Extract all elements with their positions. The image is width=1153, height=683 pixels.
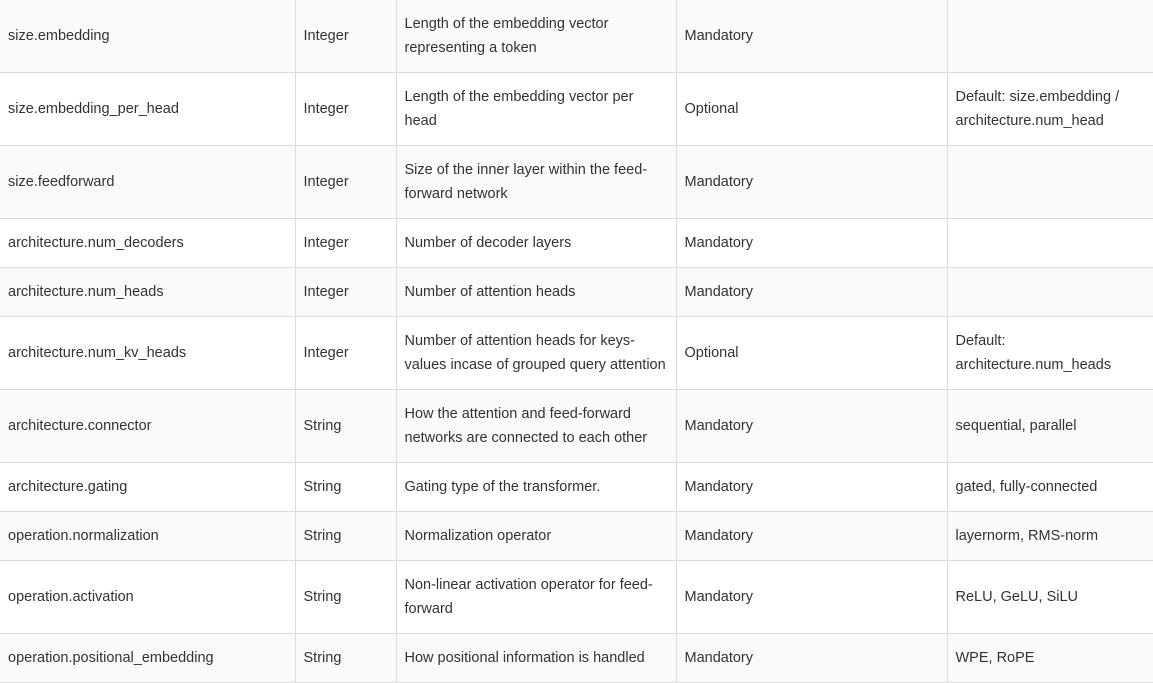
parameter-cell: architecture.num_heads (0, 267, 295, 316)
table-row (0, 72, 1153, 145)
status-cell: Mandatory (676, 0, 947, 72)
status-cell: Mandatory (676, 462, 947, 511)
description-cell: How positional information is handled (396, 633, 676, 682)
description-cell: Number of decoder layers (396, 218, 676, 267)
parameter-cell: size.embedding (0, 0, 295, 72)
table-row (0, 389, 1153, 462)
type-cell: String (295, 560, 396, 633)
description-cell: Number of attention heads for keys-values incase of grouped query attention (396, 316, 676, 389)
description-cell: Length of the embedding vector representing a token (396, 0, 676, 72)
type-cell: String (295, 633, 396, 682)
parameter-cell: operation.positional_embedding (0, 633, 295, 682)
parameter-cell: size.embedding_per_head (0, 72, 295, 145)
values-cell (947, 218, 1153, 267)
description-cell: Size of the inner layer within the feed-forward network (396, 145, 676, 218)
parameter-cell: architecture.connector (0, 389, 295, 462)
status-cell: Mandatory (676, 218, 947, 267)
values-cell: ReLU, GeLU, SiLU (947, 560, 1153, 633)
type-cell: Integer (295, 218, 396, 267)
status-cell: Mandatory (676, 560, 947, 633)
description-cell: Normalization operator (396, 511, 676, 560)
type-cell: Integer (295, 145, 396, 218)
table-row (0, 511, 1153, 560)
type-cell: String (295, 389, 396, 462)
status-cell: Mandatory (676, 267, 947, 316)
parameter-cell: architecture.num_decoders (0, 218, 295, 267)
table-row (0, 218, 1153, 267)
table-row (0, 316, 1153, 389)
parameter-cell: architecture.num_kv_heads (0, 316, 295, 389)
table-row (0, 0, 1153, 72)
values-cell (947, 145, 1153, 218)
parameter-cell: architecture.gating (0, 462, 295, 511)
status-cell: Optional (676, 72, 947, 145)
status-cell: Mandatory (676, 633, 947, 682)
status-cell: Mandatory (676, 389, 947, 462)
values-cell: WPE, RoPE (947, 633, 1153, 682)
parameter-cell: operation.normalization (0, 511, 295, 560)
values-cell (947, 0, 1153, 72)
description-cell: Number of attention heads (396, 267, 676, 316)
table-row (0, 145, 1153, 218)
values-cell (947, 267, 1153, 316)
parameter-cell: size.feedforward (0, 145, 295, 218)
description-cell: Gating type of the transformer. (396, 462, 676, 511)
table-row (0, 462, 1153, 511)
status-cell: Mandatory (676, 511, 947, 560)
table-row (0, 560, 1153, 633)
description-cell: How the attention and feed-forward networks are connected to each other (396, 389, 676, 462)
description-cell: Length of the embedding vector per head (396, 72, 676, 145)
type-cell: Integer (295, 267, 396, 316)
status-cell: Mandatory (676, 145, 947, 218)
parameter-cell: operation.activation (0, 560, 295, 633)
type-cell: Integer (295, 72, 396, 145)
type-cell: String (295, 511, 396, 560)
type-cell: String (295, 462, 396, 511)
type-cell: Integer (295, 0, 396, 72)
status-cell: Optional (676, 316, 947, 389)
values-cell: sequential, parallel (947, 389, 1153, 462)
table-row (0, 633, 1153, 682)
values-cell: layernorm, RMS-norm (947, 511, 1153, 560)
type-cell: Integer (295, 316, 396, 389)
values-cell: Default: architecture.num_heads (947, 316, 1153, 389)
description-cell: Non-linear activation operator for feed-forward (396, 560, 676, 633)
values-cell: gated, fully-connected (947, 462, 1153, 511)
values-cell: Default: size.embedding / architecture.num_head (947, 72, 1153, 145)
table-row (0, 267, 1153, 316)
